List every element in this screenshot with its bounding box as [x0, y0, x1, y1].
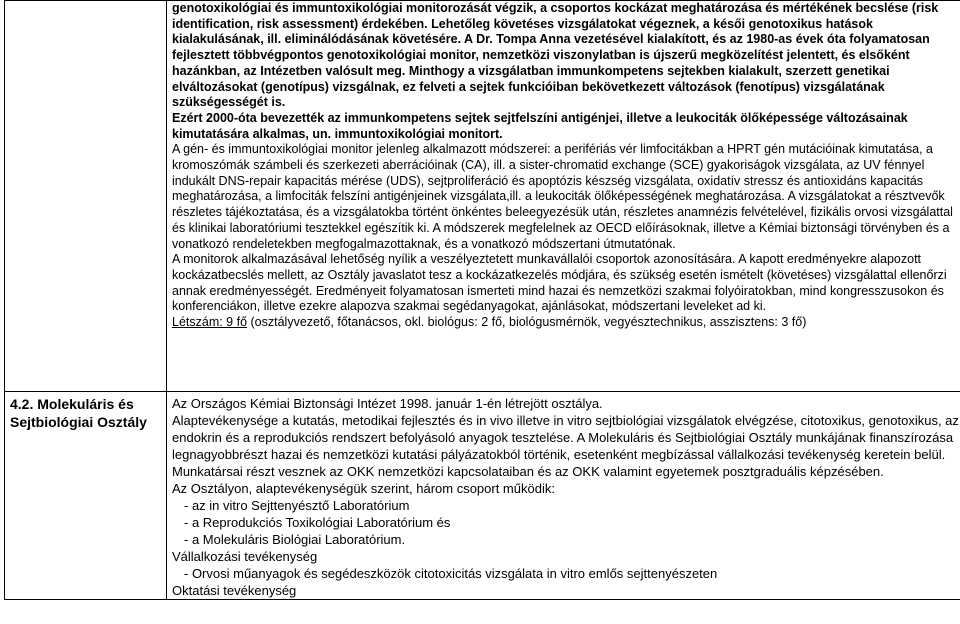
business-heading: Vállalkozási tevékenység — [172, 549, 318, 564]
staff-line — [172, 315, 960, 331]
monitor-usage-paragraph: A monitorok alkalmazásával lehetőség nyílik a veszélyeztetett munkavállalói csoportok azonosítására. A kapott eredményekre alapozott kockázatbecslés mellett, az Osztály javaslatot tesz a kockázatkezelés módjára, és szükség esetén ismételt (követéses) vizsgálattal ellenőrzi annak eredményességét. Eredményeit folyamatosan ismerteti mind hazai és nemzetközi szakmai folyóiratokban, mind kongresszusokon és konferenciákon, illetve ezekre alapozva szakmai segédanyagokat, ajánlásokat, módszertani leveleket ad ki. — [172, 252, 947, 314]
monitor-paragraph-1: genotoxikológiai és immuntoxikológiai monitorozását végzik, a csoportos kockázat meghatározása és mértékének becslése (risk identification, risk assessment) érdekében. Lehetőleg követéses vizsgálatokat végeznek, a késői genotoxikus hatások kialakulásának, ill. eliminálódásának követésére. A Dr. Tompa Anna vezetésével kialakított, és az 1980-as évek óta folyamatosan fejlesztett többvégpontos genotoxikológiai monitor, nemzetközi viszonylatban is újszerű megközelítést jelentett, és elsőként hazánkban, az Intézetben valósult meg. Minthogy a vizsgálatban immunkompetens sejtekben kialakult, szerzett genetikai elváltozásokat (genotípus) vizsgálnak, ez felveti a sejtek funkcióiban bekövetkezett változások (fenotípus) vizsgálatának szükségességét is. — [172, 1, 939, 110]
section-title-cell — [5, 392, 167, 600]
group-item-1: - az in vitro Sejttenyésztő Laboratórium — [184, 498, 410, 513]
table-row — [5, 392, 960, 600]
business-item-1: - Orvosi műanyagok és segédeszközök citotoxicitás vizsgálata in vitro emlős sejttenyészeten — [184, 566, 718, 581]
section-title: 4.2. Molekuláris és Sejtbiológiai Osztály — [10, 396, 147, 430]
empty-left-cell — [5, 1, 167, 392]
staff-label: Létszám: 9 fő — [172, 315, 248, 330]
table-row — [5, 1, 960, 392]
monitor-description-cell — [167, 1, 960, 392]
section-body-cell — [167, 392, 960, 600]
group-item-3: - a Molekuláris Biológiai Laboratórium. — [184, 532, 406, 547]
staff-details: (osztályvezető, főtanácsos, okl. biológus: 2 fő, biológusmérnök, vegyésztechnikus, asszisztens: 3 fő) — [247, 315, 807, 330]
group-item-2: - a Reprodukciós Toxikológiai Laboratórium és — [184, 515, 451, 530]
methods-paragraph: A gén- és immuntoxikológiai monitor jelenleg alkalmazott módszerei: a perifériás vér limfocitákban a HPRT gén mutációinak kimutatása, a kromoszómák számbeli és szerkezeti aberrációinak (CA), ill. a sister-chromatid exchange (SCE) gyakoriságok vizsgálata, az UV fénnyel indukált DNS-repair kapacitás mérése (UDS), sejtproliferáció és apoptózis készség vizsgálata, oxidatív stressz és antioxidáns kapacitás meghatározása, a limfociták felszíni antigénjeinek vizsgálata,ill. a leukociták ölőképességének meghatározása. A vizsgálatokat a résztvevők részletes tájékoztatása, és a vizsgálatokba történt önkéntes beleegyezésük után, részletes anamnézis felvételével, fizikális orvosi vizsgálattal és klinikai laboratóriumi tesztekkel egészítik ki. A módszerek megfelelnek az OECD előírásoknak, illetve a Kémiai biztonsági törvényben és a vonatkozó rendeletekben megfogalmazottaknak, és a vonatkozó módszertani útmutatónak. — [172, 142, 953, 251]
section-paragraph-2: Alaptevékenysége a kutatás, metodikai fejlesztés és in vivo illetve in vitro sejtbiológiai vizsgálatok elvégzése, citotoxikus, genotoxikus, az endokrin és a reprodukciós rendszert befolyásoló anyagok tesztelése. A Molekuláris és Sejtbiológiai Osztály munkájának finanszírozása legnagyobbrészt hazai és nemzetközi kutatási pályázatokból történik, esetenként megbízással vállalkozási tevékenység keretein belül. Munkatársai részt vesznek az OKK nemzetközi kapcsolataiban és az OKK valamint egyetemek posztgraduális képzésében. — [172, 413, 959, 479]
section-paragraph-3: Az Osztályon, alaptevékenységük szerint, három csoport működik: — [172, 481, 555, 496]
education-heading: Oktatási tevékenység — [172, 583, 297, 598]
section-paragraph-1: Az Országos Kémiai Biztonsági Intézet 1998. január 1-én létrejött osztálya. — [172, 396, 603, 411]
document-table — [4, 0, 960, 600]
monitor-paragraph-2: Ezért 2000-óta bevezették az immunkompetens sejtek sejtfelszíni antigénjei, illetve a leukociták ölőképessége változásainak kimutatására alkalmas, un. immuntoxikológiai monitort. — [172, 110, 908, 141]
